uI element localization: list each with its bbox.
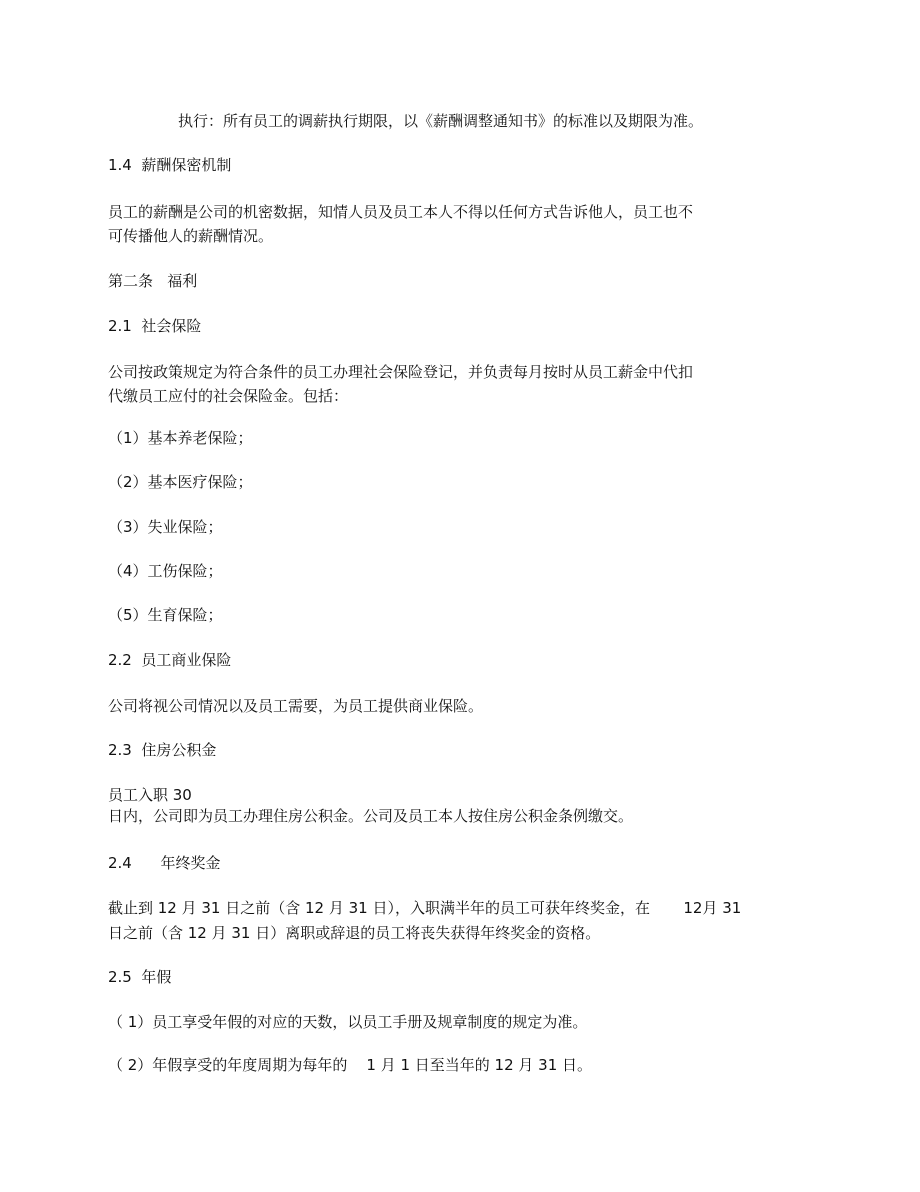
insurance-item-2: （2）基本医疗保险； [108, 473, 253, 491]
section-2-4-heading: 2.4 年终奖金 [108, 854, 221, 872]
annual-leave-item-2: （ 2）年假享受的年度周期为每年的 1 月 1 日至当年的 12 月 31 日。 [108, 1056, 593, 1074]
section-2-5-heading: 2.5 年假 [108, 968, 172, 986]
section-2-3-paragraph-line-2: 日内，公司即为员工办理住房公积金。公司及员工本人按住房公积金条例缴交。 [108, 807, 634, 825]
insurance-item-4: （4）工伤保险； [108, 562, 223, 580]
article-2-heading: 第二条 福利 [108, 272, 198, 290]
section-2-4-paragraph-line-1: 截止到 12 月 31 日之前（含 12 月 31 日），入职满半年的员工可获年终奖金，在 12月 31 [108, 899, 742, 917]
section-2-4-paragraph-line-2: 日之前（含 12 月 31 日）离职或辞退的员工将丧失获得年终奖金的资格。 [108, 924, 601, 942]
section-2-2-paragraph: 公司将视公司情况以及员工需要，为员工提供商业保险。 [108, 697, 484, 715]
insurance-item-5: （5）生育保险； [108, 606, 223, 624]
insurance-item-1: （1）基本养老保险； [108, 429, 253, 447]
execution-clause: 执行：所有员工的调薪执行期限，以《薪酬调整通知书》的标准以及期限为准。 [178, 112, 704, 130]
section-1-4-paragraph-line-2: 可传播他人的薪酬情况。 [108, 227, 274, 245]
section-2-3-heading: 2.3 住房公积金 [108, 741, 217, 759]
section-1-4-heading: 1.4 薪酬保密机制 [108, 156, 232, 174]
section-2-3-paragraph-line-1: 员工入职 30 [108, 786, 192, 804]
section-2-1-paragraph-line-1: 公司按政策规定为符合条件的员工办理社会保险登记，并负责每月按时从员工薪金中代扣 [108, 363, 694, 381]
section-1-4-paragraph-line-1: 员工的薪酬是公司的机密数据，知情人员及员工本人不得以任何方式告诉他人，员工也不 [108, 203, 694, 221]
section-2-1-heading: 2.1 社会保险 [108, 317, 202, 335]
section-2-1-paragraph-line-2: 代缴员工应付的社会保险金。包括： [108, 387, 349, 405]
insurance-item-3: （3）失业保险； [108, 518, 223, 536]
section-2-2-heading: 2.2 员工商业保险 [108, 651, 232, 669]
annual-leave-item-1: （ 1）员工享受年假的对应的天数，以员工手册及规章制度的规定为准。 [108, 1013, 588, 1031]
